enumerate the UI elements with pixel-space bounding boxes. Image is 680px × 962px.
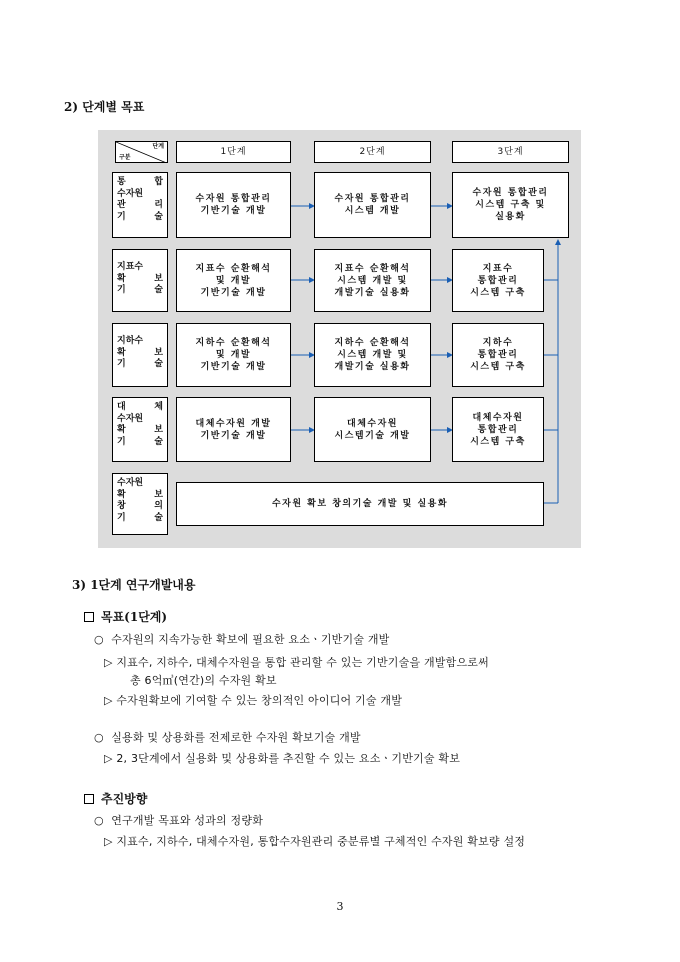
goal-bullet-1-sub-1-cont: 총 6억㎥(연간)의 수자원 확보: [130, 674, 277, 687]
row-label-integrated: 통 합 수자원 관 리 기 술: [112, 172, 168, 238]
page-number: 3: [336, 900, 344, 913]
cell-surface-stage1: 지표수 순환해석 및 개발 기반기술 개발: [176, 249, 291, 312]
cell-groundwater-stage1: 지하수 순환해석 및 개발 기반기술 개발: [176, 323, 291, 387]
row-label-alternative-water: 대 체 수자원 확 보 기 술: [112, 397, 168, 462]
stage-goal-diagram: [98, 130, 581, 548]
checkbox-square-icon: [84, 794, 94, 804]
row-label-creative-tech: 수자원 확 보 창 의 기 술: [112, 473, 168, 535]
cell-alternative-stage3: 대체수자원 통합관리 시스템 구축: [452, 397, 544, 462]
cell-integrated-stage3: 수자원 통합관리 시스템 구축 및 실용화: [452, 172, 569, 238]
stage-3-header: 3단계: [452, 141, 569, 163]
header-corner-cell: [115, 141, 168, 163]
cell-creative-span: 수자원 확보 창의기술 개발 및 실용화: [176, 482, 544, 526]
goal-bullet-2: ○ 실용화 및 상용화를 전제로한 수자원 확보기술 개발: [94, 731, 361, 744]
section-3-title: 3) 1단계 연구개발내용: [72, 578, 196, 592]
cell-surface-stage3: 지표수 통합관리 시스템 구축: [452, 249, 544, 312]
goal-bullet-1: ○ 수자원의 지속가능한 확보에 필요한 요소ㆍ기반기술 개발: [94, 633, 390, 646]
cell-groundwater-stage2: 지하수 순환해석 시스템 개발 및 개발기술 실용화: [314, 323, 431, 387]
goal-bullet-1-sub-1: ▷ 지표수, 지하수, 대체수자원을 통합 관리할 수 있는 기반기술을 개발함으로써: [104, 656, 489, 669]
cell-alternative-stage1: 대체수자원 개발 기반기술 개발: [176, 397, 291, 462]
cell-integrated-stage2: 수자원 통합관리 시스템 개발: [314, 172, 431, 238]
checkbox-square-icon: [84, 612, 94, 622]
direction-heading: 추진방향: [84, 790, 147, 807]
goal-bullet-1-sub-2: ▷ 수자원확보에 기여할 수 있는 창의적인 아이디어 기술 개발: [104, 694, 403, 707]
goal-heading: 목표(1단계): [84, 608, 167, 625]
row-label-surface-water: 지표수 확 보 기 술: [112, 249, 168, 312]
cell-groundwater-stage3: 지하수 통합관리 시스템 구축: [452, 323, 544, 387]
stage-2-header: 2단계: [314, 141, 431, 163]
corner-stage-label: 단계: [152, 143, 164, 150]
goal-bullet-2-sub-1: ▷ 2, 3단계에서 실용화 및 상용화를 추진할 수 있는 요소ㆍ기반기술 확보: [104, 752, 461, 765]
stage-1-header: 1단계: [176, 141, 291, 163]
cell-surface-stage2: 지표수 순환해석 시스템 개발 및 개발기술 실용화: [314, 249, 431, 312]
row-label-groundwater: 지하수 확 보 기 술: [112, 323, 168, 387]
corner-category-label: 구분: [119, 154, 131, 161]
section-2-title: 2) 단계별 목표: [64, 100, 145, 114]
direction-bullet-1-sub-1: ▷ 지표수, 지하수, 대체수자원, 통합수자원관리 중분류별 구체적인 수자원 확보량 설정: [104, 835, 526, 848]
direction-bullet-1: ○ 연구개발 목표와 성과의 정량화: [94, 814, 264, 827]
cell-alternative-stage2: 대체수자원 시스템기술 개발: [314, 397, 431, 462]
cell-integrated-stage1: 수자원 통합관리 기반기술 개발: [176, 172, 291, 238]
